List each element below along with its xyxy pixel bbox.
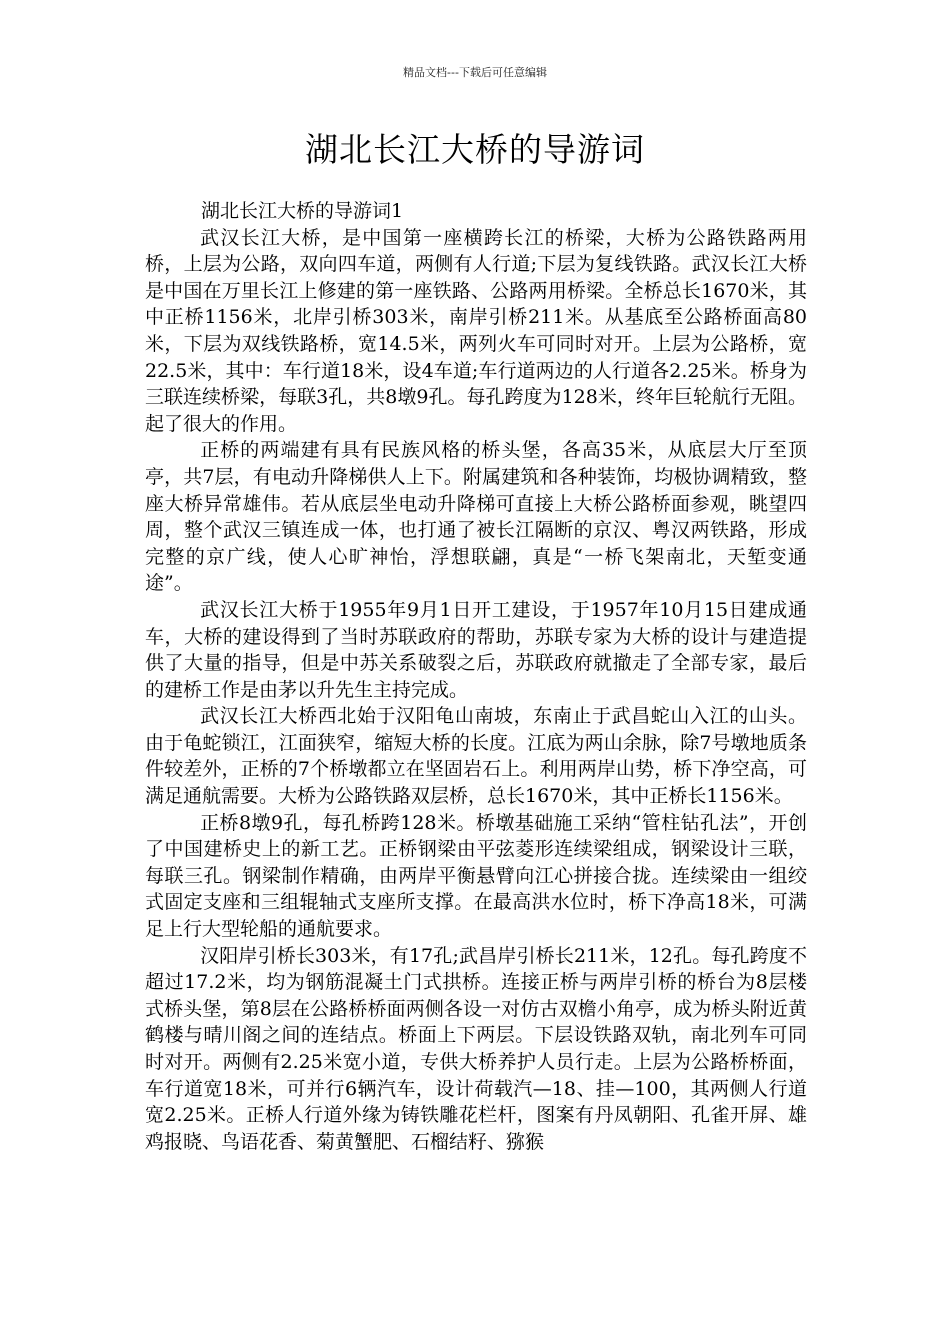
paragraph-6: 汉阳岸引桥长303米，有17孔;武昌岸引桥长211米，12孔。每孔跨度不超过17.2米，均为钢筋混凝土门式拱桥。连接正桥与两岸引桥的桥台为8层楼式桥头堡，第8层在公路桥桥面两侧各设一对仿古双檐小角亭，成为桥头附近黄鹤楼与晴川阁之间的连结点。桥面上下两层。下层设铁路双轨，南北列车可同时对开。两侧有2.25米宽小道，专供大桥养护人员行走。上层为公路桥桥面，车行道宽18米，可并行6辆汽车，设计荷载汽—18、挂—100，其两侧人行道宽2.25米。正桥人行道外缘为铸铁雕花栏杆，图案有丹凤朝阳、孔雀开屏、雄鸡报晓、鸟语花香、菊黄蟹肥、石榴结籽、猕猴 bbox=[145, 944, 807, 1153]
paragraph-1: 武汉长江大桥，是中国第一座横跨长江的桥梁，大桥为公路铁路两用桥，上层为公路，双向四车道，两侧有人行道;下层为复线铁路。武汉长江大桥是中国在万里长江上修建的第一座铁路、公路两用桥梁。全桥总长1670米，其中正桥1156米，北岸引桥303米，南岸引桥211米。从基底至公路桥面高80米，下层为双线铁路桥，宽14.5米，两列火车可同时对开。上层为公路桥，宽22.5米，其中：车行道18米，设4车道;车行道两边的人行道各2.25米。桥身为三联连续桥梁，每联3孔，共8墩9孔。每孔跨度为128米，终年巨轮航行无阻。起了很大的作用。 bbox=[145, 226, 807, 435]
paragraph-2: 正桥的两端建有具有民族风格的桥头堡，各高35米，从底层大厅至顶亭，共7层，有电动升降梯供人上下。附属建筑和各种装饰，均极协调精致，整座大桥异常雄伟。若从底层坐电动升降梯可直接上大桥公路桥面参观，眺望四周，整个武汉三镇连成一体，也打通了被长江隔断的京汉、粤汉两铁路，形成完整的京广线，使人心旷神怡，浮想联翩，真是“一桥飞架南北，天堑变通途”。 bbox=[145, 439, 807, 595]
document-title: 湖北长江大桥的导游词 bbox=[305, 130, 645, 169]
paragraph-5: 正桥8墩9孔，每孔桥跨128米。桥墩基础施工采纳“管柱钻孔法”，开创了中国建桥史上的新工艺。正桥钢梁由平弦菱形连续梁组成，钢梁设计三联，每联三孔。钢梁制作精确，由两岸平衡悬臂向江心拼接合拢。连续梁由一组绞式固定支座和三组辊轴式支座所支撑。在最高洪水位时，桥下净高18米，可满足上行大型轮船的通航要求。 bbox=[145, 811, 807, 941]
document-header-note: 精品文档---下载后可任意编辑 bbox=[403, 66, 547, 79]
section-subtitle: 湖北长江大桥的导游词1 bbox=[201, 200, 404, 222]
paragraph-4: 武汉长江大桥西北始于汉阳龟山南坡，东南止于武昌蛇山入江的山头。由于龟蛇锁江，江面狭窄，缩短大桥的长度。江底为两山余脉，除7号墩地质条件较差外，正桥的7个桥墩都立在坚固岩石上。利用两岸山势，桥下净空高，可满足通航需要。大桥为公路铁路双层桥，总长1670米，其中正桥长1156米。 bbox=[145, 705, 807, 808]
paragraph-3: 武汉长江大桥于1955年9月1日开工建设，于1957年10月15日建成通车，大桥的建设得到了当时苏联政府的帮助，苏联专家为大桥的设计与建造提供了大量的指导，但是中苏关系破裂之后，苏联政府就撤走了全部专家，最后的建桥工作是由茅以升先生主持完成。 bbox=[145, 598, 807, 701]
document-body bbox=[145, 198, 807, 1155]
